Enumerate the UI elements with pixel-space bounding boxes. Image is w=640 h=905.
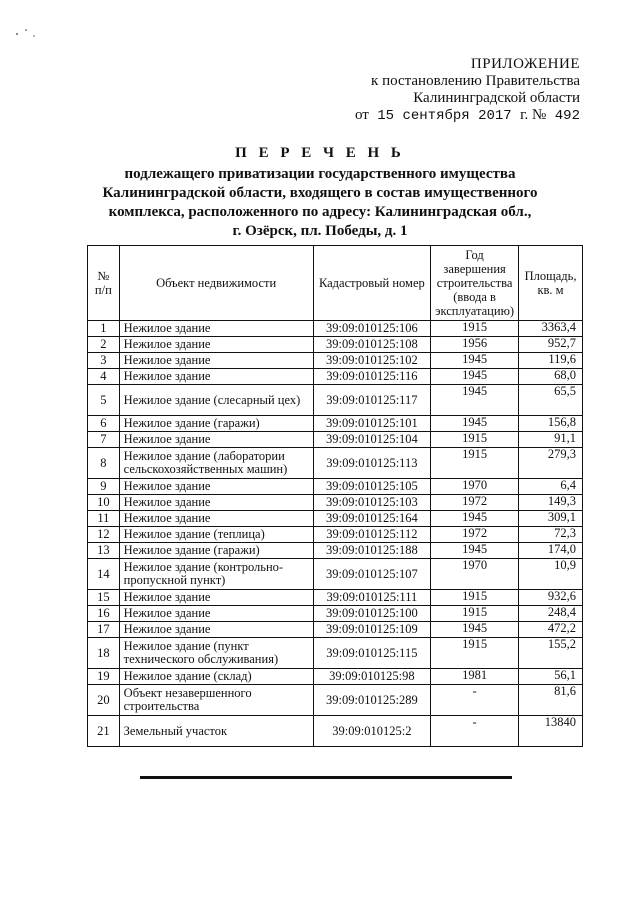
header-num: № п/п: [88, 246, 120, 321]
cell-cadastral: 39:09:010125:101: [313, 416, 430, 432]
cell-cadastral: 39:09:010125:2: [313, 716, 430, 747]
cell-object: Нежилое здание: [119, 511, 313, 527]
table-row: [88, 559, 583, 590]
cell-area: 6,4: [519, 479, 583, 495]
appendix-region-line: Калининградской области: [413, 90, 580, 106]
cell-area: 174,0: [519, 543, 583, 559]
cell-num: 14: [88, 559, 120, 590]
cell-area: 279,3: [519, 448, 583, 479]
title-line-3: Калининградской области, входящего в состав имущественного: [102, 185, 538, 201]
table-row: [88, 527, 583, 543]
cell-area: 91,1: [519, 432, 583, 448]
cell-object: Нежилое здание: [119, 353, 313, 369]
cell-area: 13840: [519, 716, 583, 747]
table-row: [88, 495, 583, 511]
cell-num: 4: [88, 369, 120, 385]
scan-specks-decoration: [14, 26, 44, 40]
cell-cadastral: 39:09:010125:164: [313, 511, 430, 527]
cell-object: Объект незавершенного строительства: [119, 685, 313, 716]
cell-cadastral: 39:09:010125:105: [313, 479, 430, 495]
cell-num: 15: [88, 590, 120, 606]
cell-object: Нежилое здание: [119, 606, 313, 622]
cell-year: 1945: [431, 369, 519, 385]
table-row: [88, 432, 583, 448]
cell-cadastral: 39:09:010125:113: [313, 448, 430, 479]
cell-object: Нежилое здание: [119, 479, 313, 495]
cell-cadastral: 39:09:010125:98: [313, 669, 430, 685]
cell-area: 56,1: [519, 669, 583, 685]
cell-year: 1970: [431, 559, 519, 590]
cell-cadastral: 39:09:010125:104: [313, 432, 430, 448]
table-row: [88, 590, 583, 606]
cell-object: Нежилое здание (теплица): [119, 527, 313, 543]
table-row: [88, 511, 583, 527]
cell-area: 3363,4: [519, 321, 583, 337]
cell-year: 1972: [431, 495, 519, 511]
cell-year: 1945: [431, 353, 519, 369]
table-row: [88, 353, 583, 369]
cell-year: 1970: [431, 479, 519, 495]
cell-year: 1915: [431, 321, 519, 337]
cell-cadastral: 39:09:010125:188: [313, 543, 430, 559]
table-row: [88, 543, 583, 559]
cell-num: 1: [88, 321, 120, 337]
cell-object: Нежилое здание: [119, 337, 313, 353]
table-row: [88, 669, 583, 685]
cell-year: 1945: [431, 511, 519, 527]
property-table: [87, 245, 583, 747]
cell-area: 932,6: [519, 590, 583, 606]
cell-cadastral: 39:09:010125:111: [313, 590, 430, 606]
table-row: [88, 622, 583, 638]
cell-num: 5: [88, 385, 120, 416]
cell-num: 11: [88, 511, 120, 527]
cell-year: -: [431, 716, 519, 747]
document-title: [0, 144, 640, 241]
cell-num: 3: [88, 353, 120, 369]
cell-num: 21: [88, 716, 120, 747]
cell-object: Нежилое здание (склад): [119, 669, 313, 685]
cell-area: 155,2: [519, 638, 583, 669]
cell-cadastral: 39:09:010125:115: [313, 638, 430, 669]
cell-area: 81,6: [519, 685, 583, 716]
cell-area: 10,9: [519, 559, 583, 590]
cell-year: 1915: [431, 590, 519, 606]
cell-num: 12: [88, 527, 120, 543]
table-row: [88, 337, 583, 353]
cell-num: 16: [88, 606, 120, 622]
cell-year: 1972: [431, 527, 519, 543]
cell-num: 7: [88, 432, 120, 448]
table-header-row: [88, 246, 583, 321]
resolution-number: 492: [554, 108, 580, 124]
cell-num: 18: [88, 638, 120, 669]
cell-object: Нежилое здание: [119, 432, 313, 448]
appendix-reference-line: к постановлению Правительства: [371, 73, 580, 89]
cell-num: 20: [88, 685, 120, 716]
cell-cadastral: 39:09:010125:112: [313, 527, 430, 543]
header-cadastral: Кадастровый номер: [313, 246, 430, 321]
cell-year: 1945: [431, 416, 519, 432]
cell-cadastral: 39:09:010125:117: [313, 385, 430, 416]
cell-year: 1945: [431, 622, 519, 638]
cell-num: 2: [88, 337, 120, 353]
date-value: 15 сентября 2017: [377, 108, 512, 124]
cell-year: 1945: [431, 385, 519, 416]
cell-cadastral: 39:09:010125:108: [313, 337, 430, 353]
cell-object: Нежилое здание: [119, 590, 313, 606]
cell-object: Нежилое здание (гаражи): [119, 543, 313, 559]
cell-area: 65,5: [519, 385, 583, 416]
cell-area: 68,0: [519, 369, 583, 385]
cell-object: Нежилое здание: [119, 369, 313, 385]
header-year: Год завершения строительства (ввода в эксплуатацию): [431, 246, 519, 321]
cell-object: Нежилое здание (гаражи): [119, 416, 313, 432]
table-row: [88, 385, 583, 416]
title-line-4: комплекса, расположенного по адресу: Калининградская обл.,: [108, 204, 532, 220]
cell-cadastral: 39:09:010125:100: [313, 606, 430, 622]
cell-cadastral: 39:09:010125:102: [313, 353, 430, 369]
header-object: Объект недвижимости: [119, 246, 313, 321]
cell-area: 952,7: [519, 337, 583, 353]
table-row: [88, 416, 583, 432]
cell-object: Нежилое здание (слесарный цех): [119, 385, 313, 416]
cell-object: Нежилое здание: [119, 321, 313, 337]
cell-cadastral: 39:09:010125:289: [313, 685, 430, 716]
cell-year: 1915: [431, 606, 519, 622]
cell-area: 149,3: [519, 495, 583, 511]
cell-object: Нежилое здание (контрольно-пропускной пункт): [119, 559, 313, 590]
table-row: [88, 716, 583, 747]
cell-cadastral: 39:09:010125:107: [313, 559, 430, 590]
date-year-suffix: г. №: [520, 107, 547, 123]
cell-cadastral: 39:09:010125:116: [313, 369, 430, 385]
cell-num: 13: [88, 543, 120, 559]
cell-year: -: [431, 685, 519, 716]
appendix-title: ПРИЛОЖЕНИЕ: [470, 56, 580, 72]
resolution-date-line: [355, 107, 580, 125]
cell-object: Нежилое здание: [119, 495, 313, 511]
cell-year: 1915: [431, 638, 519, 669]
cell-area: 72,3: [519, 527, 583, 543]
cell-object: Земельный участок: [119, 716, 313, 747]
cell-area: 119,6: [519, 353, 583, 369]
cell-area: 472,2: [519, 622, 583, 638]
table-row: [88, 369, 583, 385]
cell-cadastral: 39:09:010125:103: [313, 495, 430, 511]
cell-year: 1915: [431, 432, 519, 448]
cell-year: 1956: [431, 337, 519, 353]
cell-num: 17: [88, 622, 120, 638]
cell-num: 8: [88, 448, 120, 479]
cell-num: 10: [88, 495, 120, 511]
title-heading: П Е Р Е Ч Е Н Ь: [235, 145, 405, 161]
cell-object: Нежилое здание (пункт технического обслуживания): [119, 638, 313, 669]
table-row: [88, 685, 583, 716]
table-row: [88, 479, 583, 495]
cell-object: Нежилое здание (лаборатории сельскохозяйственных машин): [119, 448, 313, 479]
table-row: [88, 448, 583, 479]
cell-year: 1945: [431, 543, 519, 559]
cell-area: 156,8: [519, 416, 583, 432]
cell-year: 1981: [431, 669, 519, 685]
table-row: [88, 321, 583, 337]
title-line-5: г. Озёрск, пл. Победы, д. 1: [232, 223, 408, 239]
table-row: [88, 638, 583, 669]
cell-num: 9: [88, 479, 120, 495]
date-prefix: от: [355, 107, 369, 123]
closing-rule-line: [140, 776, 512, 779]
cell-cadastral: 39:09:010125:109: [313, 622, 430, 638]
title-line-2: подлежащего приватизации государственного имущества: [124, 166, 516, 182]
table-row: [88, 606, 583, 622]
appendix-header: [355, 56, 580, 125]
cell-year: 1915: [431, 448, 519, 479]
cell-object: Нежилое здание: [119, 622, 313, 638]
header-area: Площадь, кв. м: [519, 246, 583, 321]
cell-area: 309,1: [519, 511, 583, 527]
cell-cadastral: 39:09:010125:106: [313, 321, 430, 337]
cell-num: 6: [88, 416, 120, 432]
cell-num: 19: [88, 669, 120, 685]
cell-area: 248,4: [519, 606, 583, 622]
